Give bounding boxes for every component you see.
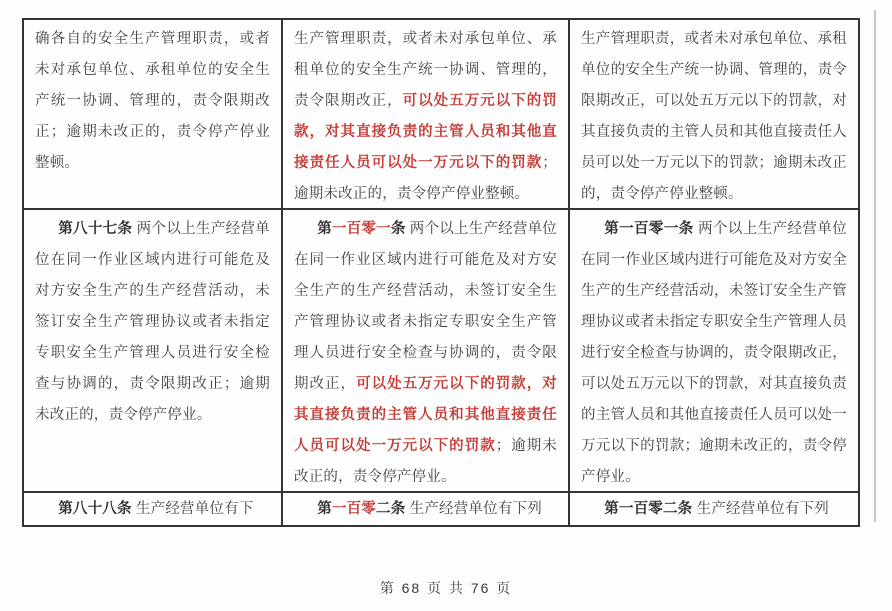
text-segment: 生产经营单位有下列 [692,501,829,517]
table-cell-r3-c2 [283,493,570,525]
table-cell-r3-c1 [24,493,283,525]
table-cell-r3-c3 [570,493,858,525]
text-segment: 二条 [376,501,406,517]
table-cell-r1-c2 [283,20,570,210]
text-segment: 两个以上生产经营单位在同一作业区域内进行可能危及对方安全生产的生产经营活动，未签订安全生产管理协议或者未指定专职安全生产管理人员进行安全检查与协调的，责令限期改正；逾期未改正的，责令停产停业。 [35,221,271,423]
highlighted-text-segment: 可以处五万元以下的罚款，对其直接负责的主管人员和其他直接责任人员可以处一万元以下的罚款 [294,93,558,171]
cell-paragraph [581,24,847,210]
table-cell-r2-c2 [283,210,570,493]
table-cell-r2-c1 [24,210,283,493]
text-segment: 两个以上生产经营单位在同一作业区域内进行可能危及对方安全生产的生产经营活动，未签订安全生产管理协议或者未指定专职安全生产管理人员进行安全检查与协调的，责令限期改正，可以处五万元以下的罚款，对其直接负责的主管人员和其他直接责任人员可以处一万元以下的罚款；逾期未改正的，责令停产停业。 [581,221,847,485]
text-segment: 第八十八条 [58,501,132,517]
text-segment: 第八十七条 [58,221,133,237]
cell-paragraph [294,24,557,210]
cell-paragraph [294,494,557,524]
text-segment: ；逾期未改正的，责令停产停业。 [294,438,557,485]
cell-paragraph [581,214,847,493]
cell-paragraph [35,24,270,179]
text-segment: 第一百零二条 [604,501,693,517]
text-segment: 生产管理职责，或者未对承包单位、承租单位的安全生产统一协调、管理的，责令限期改正， [294,31,557,109]
text-segment: 生产经营单位有下列 [405,501,542,517]
text-segment: 第 [317,221,332,237]
highlighted-text-segment: 一百零 [331,501,376,517]
law-comparison-table [22,18,860,527]
page-number-footer: 第 68 页 共 76 页 [379,580,513,596]
table-cell-r1-c1 [24,20,283,210]
cell-paragraph [581,494,847,524]
table-cell-r2-c3 [570,210,858,493]
text-segment: 第 [317,501,332,517]
text-segment: 第一百零一条 [604,221,694,237]
highlighted-text-segment: 一百零一 [331,221,391,237]
table-cell-r1-c3 [570,20,858,210]
text-segment: 生产管理职责，或者未对承包单位、承租单位的安全生产统一协调、管理的，责令限期改正，可以处五万元以下的罚款，对其直接负责的主管人员和其他直接责任人员可以处一万元以下的罚款；逾期未改正的，责令停产停业整顿。 [581,31,847,202]
text-segment: 确各自的安全生产管理职责，或者未对承包单位、承租单位的安全生产统一协调、管理的，责令限期改正；逾期未改正的，责令停产停业整顿。 [35,31,270,171]
highlighted-text-segment: 可以处五万元以下的罚款，对其直接负责的主管人员和其他直接责任人员可以处一万元以下的罚款 [294,376,557,454]
cell-paragraph [294,214,557,493]
text-segment: ；逾期未改正的，责令停产停业整顿。 [294,155,557,202]
text-segment: 条 [390,221,406,237]
text-segment: 两个以上生产经营单位在同一作业区域内进行可能危及对方安全生产的生产经营活动，未签订安全生产管理协议或者未指定专职安全生产管理人员进行安全检查与协调的，责令限期改正， [294,221,557,392]
text-segment: 生产经营单位有下 [131,501,254,517]
scan-artifact-line [874,10,876,522]
cell-paragraph [35,214,270,431]
cell-paragraph [35,494,270,524]
